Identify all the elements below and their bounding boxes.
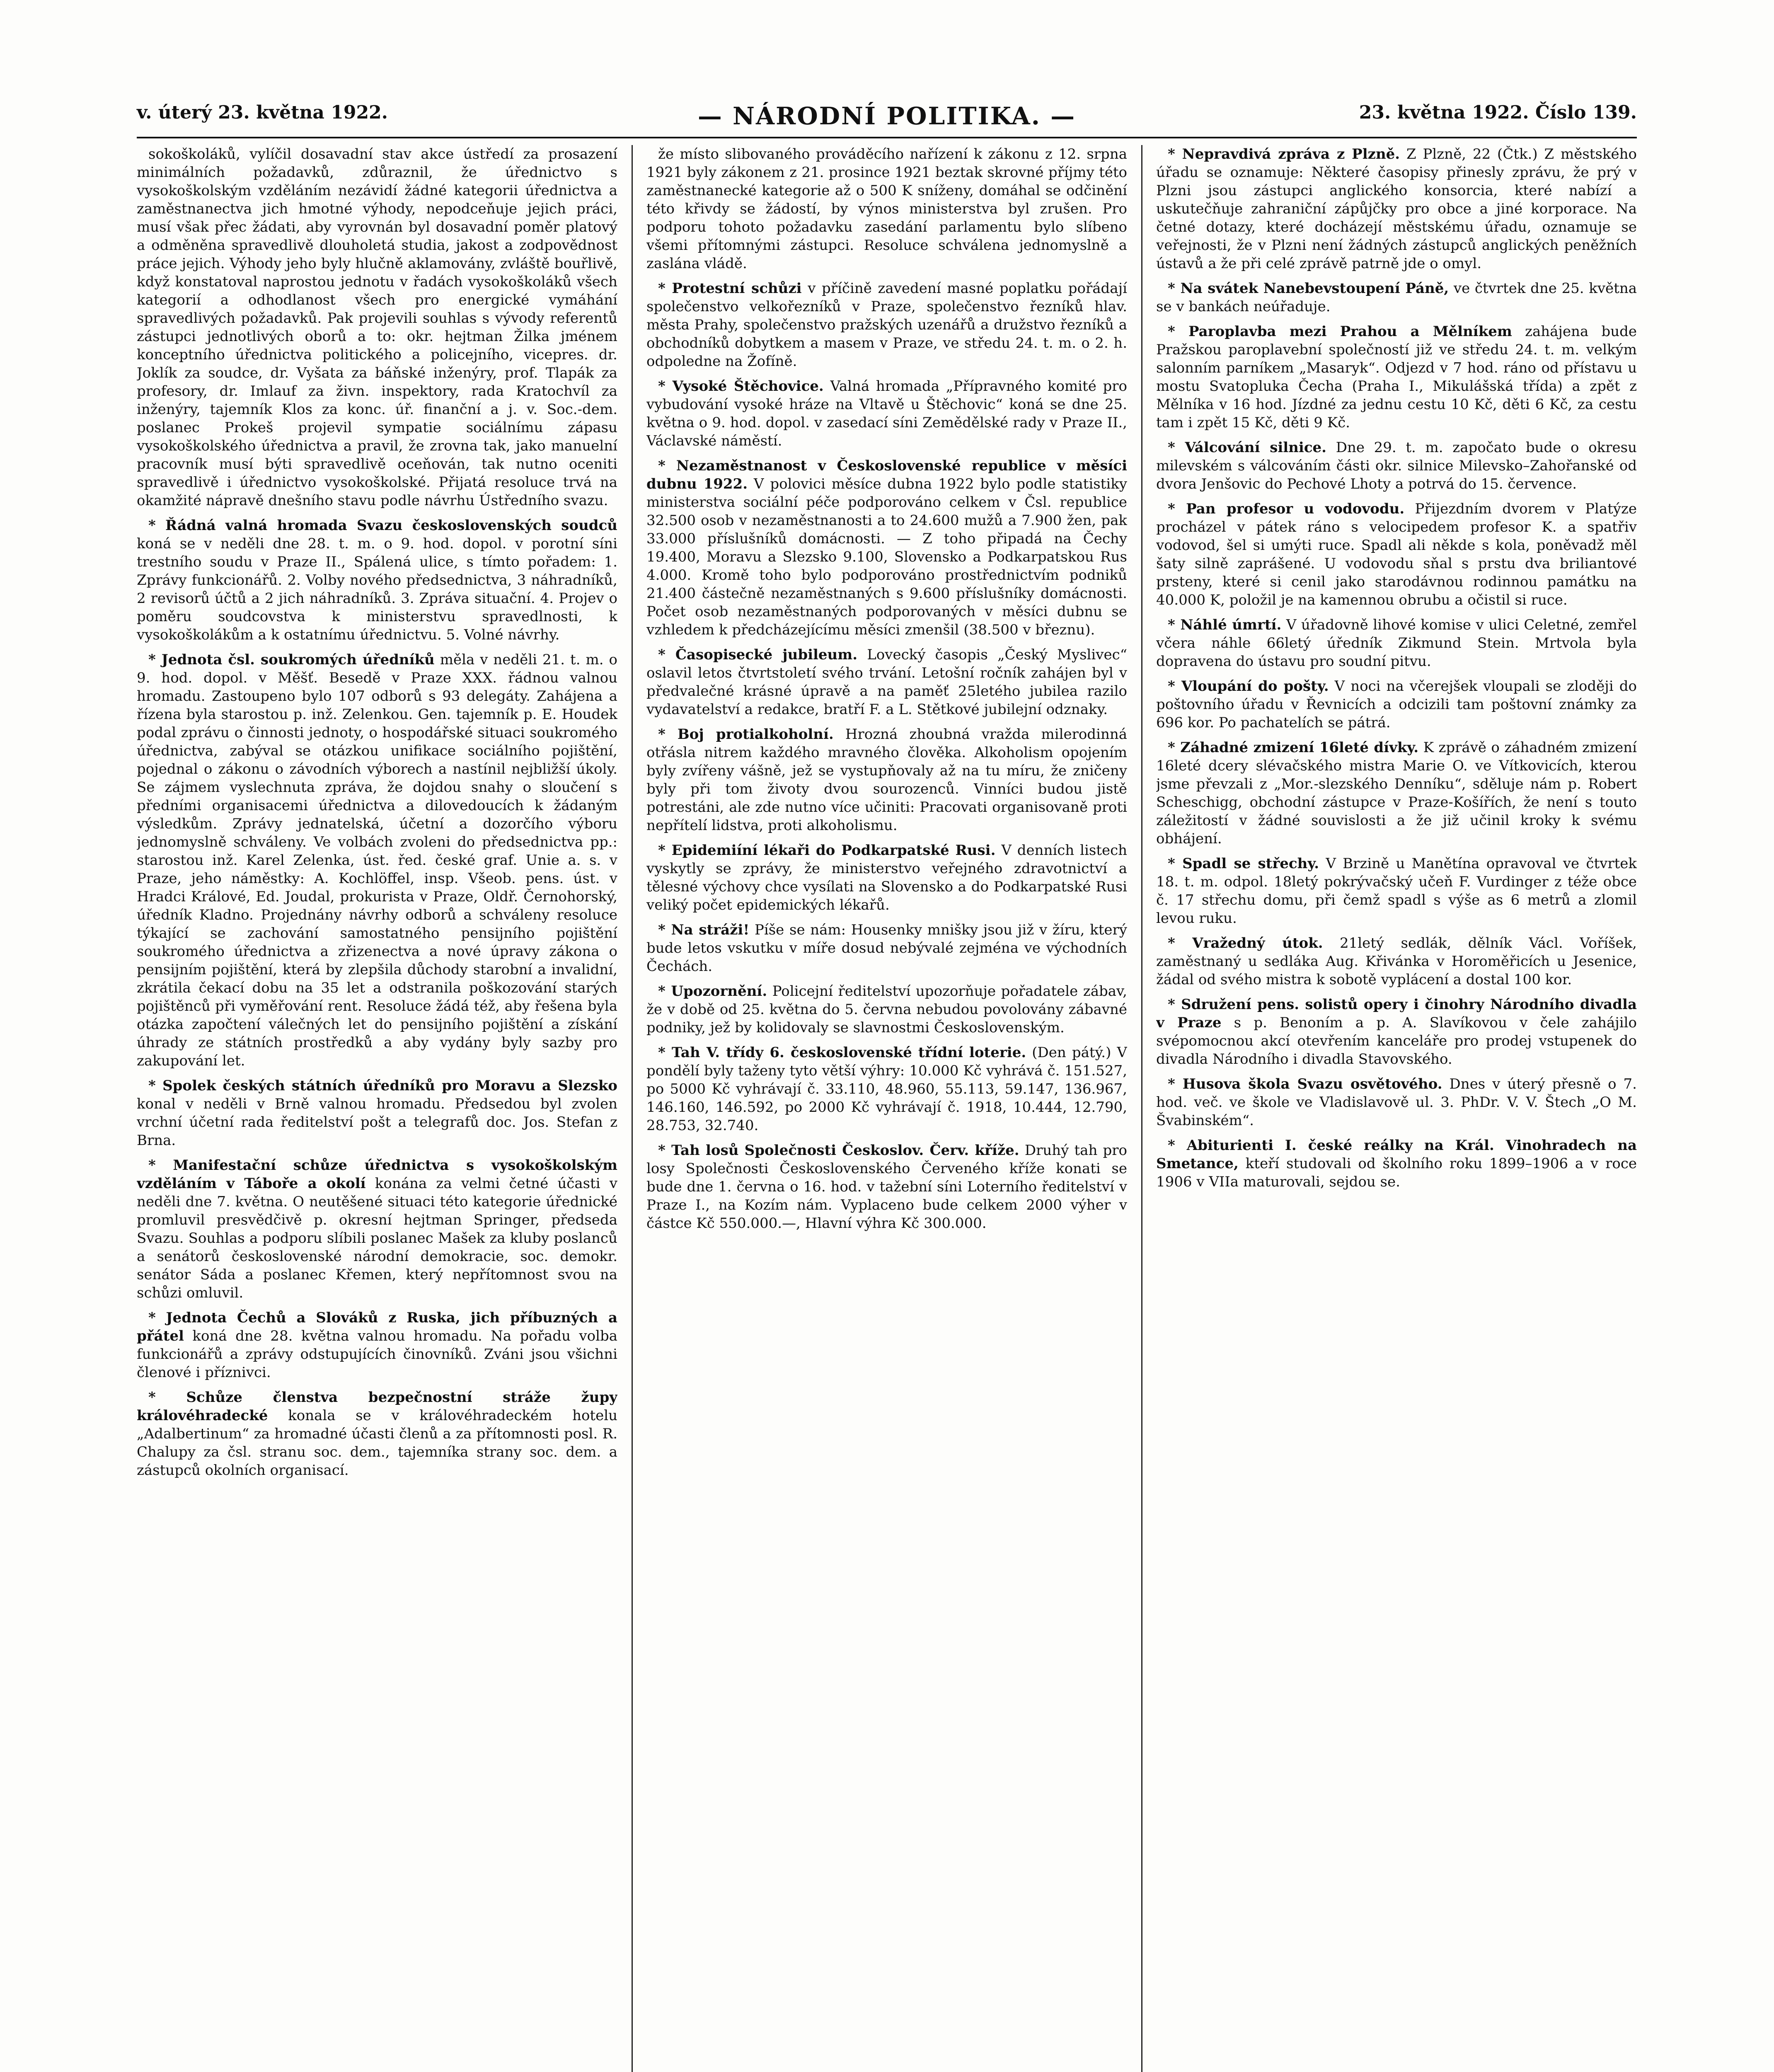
article-headline: * Upozornění.	[658, 983, 767, 1000]
article	[137, 1077, 617, 1150]
article-body: Lovecký časopis „Český Myslivec“ oslavil letos čtvrtstoletí svého trvání. Letošní ročník zahájen byl v předvalečné krásné úpravě a na paměť 25letého jubilea razilo vydavatelství a redakce, bratří F. a L. Stětkové jubilejní odznaky.	[646, 646, 1127, 718]
article-headline: * Protestní schůzi	[658, 280, 802, 297]
article	[137, 1388, 617, 1479]
article-headline: * Jednota Čechů a Slováků z Ruska, jich příbuzných a přátel	[137, 1310, 617, 1344]
article	[137, 1156, 617, 1302]
article	[137, 145, 617, 510]
article	[1156, 616, 1637, 670]
article-headline: * Nezaměstnanost v Československé republice v měsíci dubnu 1922.	[646, 457, 1127, 492]
article-body: Dne 29. t. m. započato bude o okresu milevském s válcováním části okr. silnice Milevsko–Zahořanské od dvora Jenšovic do Pechové Lhoty a potrvá do 15. července.	[1156, 439, 1637, 492]
article-body: konal v neděli v Brně valnou hromadu. Předsedou byl zvolen vrchní účetní rada ředitelství pošt a telegrafů doc. Jos. Stefan z Brna.	[137, 1096, 617, 1149]
column-1	[137, 145, 617, 2072]
article-body: zahájena bude Pražskou paroplavební společností již ve středu 24. t. m. velkým salonním parníkem „Masaryk“. Odjezd v 7 hod. ráno od přístavu u mostu Svatopluka Čecha (Praha I., Mikulášská třída) a zpět z Mělníka v 16 hod. Jízdné za jednu cestu 10 Kč, děti 6 Kč, za cestu tam i zpět 15 Kč, děti 9 Kč.	[1156, 323, 1637, 431]
article-headline: * Nepravdivá zpráva z Plzně.	[1168, 146, 1400, 162]
article-headline: * Schůze členstva bezpečnostní stráže župy královéhradecké	[137, 1389, 617, 1424]
article-headline: * Jednota čsl. soukromých úředníků	[148, 651, 435, 668]
column-rule	[632, 145, 633, 2072]
article-headline: * Abiturienti I. české reálky na Král. Vinohradech na Smetance,	[1156, 1137, 1637, 1172]
article	[646, 279, 1127, 370]
article-body: (Den pátý.) V pondělí byly taženy tyto větší výhry: 10.000 Kč vyhrává č. 151.527, po 5000 Kč vyhrávají č. 33.110, 48.960, 55.113, 59.147, 136.967, 146.160, 146.592, po 2000 Kč vyhrávají č. 1918, 10.444, 12.790, 28.753, 32.740.	[646, 1044, 1127, 1134]
article-body: Dnes v úterý přesně o 7. hod. več. ve škole ve Vladislavově ul. 3. PhDr. V. V. Štech „O M. Švabinském“.	[1156, 1076, 1637, 1129]
article-body: že místo slibovaného prováděcího nařízení k zákonu z 12. srpna 1921 byly zákonem z 21. prosince 1921 beztak skrovné příjmy této zaměstnanecké kategorie až o 500 K sníženy, domáhal se odčinění této křivdy se žádostí, by výnos ministerstva byl zrušen. Pro podporu tohoto požadavku zasedání parlamentu bylo slíbeno všemi přítomnými zástupci. Resoluce schválena jednomyslně a zaslána vládě.	[646, 146, 1127, 272]
masthead-date-left: v. úterý 23. května 1922.	[137, 102, 388, 123]
article-body: 21letý sedlák, dělník Václ. Voříšek, zaměstnaný u sedláka Aug. Křivánka v Horoměřicích u Jesenice, žádal od svého mistra k sobotě vyplácení a dostal 100 kor.	[1156, 935, 1637, 988]
article-body: Přijezdním dvorem v Platýze procházel v pátek ráno s velocipedem profesor K. a spatřiv vodovod, šel si umýti ruce. Spadl ali někde s kola, poněvadž měl šaty silně zaprášené. U vodovodu sňal s prstu dva briliantové prsteny, které si cenil jako starodávnou rodinnou památku na 40.000 K, položil je na kamennou obrubu a očistil si ruce.	[1156, 501, 1637, 608]
article-headline: * Řádná valná hromada Svazu československých soudců	[148, 517, 617, 534]
article-body: Hrozná zhoubná vražda milerodinná otřásla nitrem každého mravného člověka. Alkoholism opojením byly zvířeny vášně, jež se vystupňovaly až na tu míru, že zničeny byly při tom životy dvou sourozenců. Vinníci budou jistě potrestáni, ale zde nutno více učiniti: Pracovati organisovaně proti nepřítelí lidstva, proti alkoholismu.	[646, 726, 1127, 834]
article-headline: * Boj protialkoholní.	[658, 726, 834, 743]
article-headline: * Na stráži!	[658, 922, 750, 938]
article	[1156, 1075, 1637, 1130]
article	[137, 651, 617, 1070]
article-body: Píše se nám: Housenky mnišky jsou již v žíru, který bude letos vskutku v míře dosud nebývalé zejména ve východních Čechách.	[646, 922, 1127, 975]
column-3	[1156, 145, 1637, 2072]
article-headline: * Vloupání do pošty.	[1168, 678, 1329, 695]
newspaper-page	[137, 99, 1637, 2072]
article	[646, 457, 1127, 639]
column-2	[646, 145, 1127, 2072]
article	[1156, 438, 1637, 493]
article-headline: * Sdružení pens. solistů opery i činohry Národního divadla v Praze	[1156, 996, 1637, 1031]
article	[1156, 854, 1637, 927]
article	[646, 921, 1127, 975]
article-body: konala se v královéhradeckém hotelu „Adalbertinum“ za hromadné účasti členů a za přítomnosti posl. R. Chalupy za čsl. stranu soc. dem., tajemníka strany soc. dem. a zástupců okolních organisací.	[137, 1407, 617, 1479]
article-body: konána za velmi četné účasti v neděli dne 7. května. O neutěšené situaci této kategorie úřednické promluvil presvědčivě p. okresní hejtman Springer, předseda Svazu. Souhlas a podporu slíbili poslanec Mašek za kluby poslanců a senátorů československé národní demokracie, soc. demokr. senátor Sáda a poslanec Křemen, který nepřítomnost svou na schůzi omluvil.	[137, 1175, 617, 1301]
article	[646, 1141, 1127, 1232]
article-body: koná dne 28. května valnou hromadu. Na pořadu volba funkcionářů a zprávy odstupujících činovníků. Zváni jsou všichni členové i příznivci.	[137, 1328, 617, 1381]
article-body: sokoškoláků, vylíčil dosavadní stav akce ústředí za prosazení minimálních požadavků, zdůraznil, že úřednictvo s vysokoškolským vzděláním nezávidí žádné kategorii úřednictva a zaměstnanectva jich hmotné výhody, nepodceňuje jejich práci, musí však přec žádati, aby vyrovnán byl dosavadní poměr platový a odměněna spravedlivě dlouholetá studia, jakost a zodpovědnost práce jejich. Výhody jeho byly hlučně aklamovány, zvláště bouřlivě, když konstatoval naprostou jednotu v řadách vysokoškoláků všech kategorií a odhodlanost všech pro energické vymáhání spravedlivých požadavků. Pak projevili souhlas s vývody referentů zástupci jednotlivých oborů a to: okr. hejtman Žilka jménem konceptního úřednictva politického a policejního, vicepres. dr. Joklík za soudce, dr. Vyšata za báňské inženýry, prof. Tlapák za profesory, dr. Imlauf za živn. inspektory, rada Kratochvíl za inženýry, tajemník Klos za konc. úř. finanční a j. v. Soc.-dem. poslanec Prokeš projevil sympatie sociálnímu zápasu vysokoškolského úřednictva a pravil, že zrovna tak, jako manuelní pracovník musí býti spravedlivě oceňován, tak nutno oceniti spravedlivě i úřednictvo vysokoškolské. Přijatá resoluce trvá na okamžité nápravě dnešního stavu podle návrhu Ústředního svazu.	[137, 146, 617, 509]
masthead-issue: 23. května 1922. Číslo 139.	[1359, 102, 1637, 123]
masthead	[137, 99, 1637, 138]
article-headline: * Tah V. třídy 6. československé třídní loterie.	[658, 1044, 1026, 1061]
article-body: V denních listech vyskytly se zprávy, že ministerstvo veřejného zdravotnictví a tělesné výchovy chce vysílati na Slovensko a do Podkarpatské Rusi veliký počet epidemických lékařů.	[646, 842, 1127, 913]
column-rule	[1141, 145, 1142, 2072]
article	[1156, 995, 1637, 1068]
article	[646, 646, 1127, 719]
article-body: Valná hromada „Přípravného komité pro vybudování vysoké hráze na Vltavě u Štěchovic“ koná se dne 25. května o 9. hod. dopol. v zasedací síni Zemědělské rady v Praze II., Václavské náměstí.	[646, 378, 1127, 449]
article-body: V úřadovně lihové komise v ulici Celetné, zemřel včera náhle 66letý úředník Zikmund Stein. Mrtvola byla dopravena do ústavu pro soudní pitvu.	[1156, 617, 1637, 670]
article	[1156, 934, 1637, 989]
article	[646, 841, 1127, 914]
article	[646, 982, 1127, 1037]
article	[646, 145, 1127, 273]
article	[1156, 1136, 1637, 1191]
article-body: ve čtvrtek dne 25. května se v bankách neúřaduje.	[1156, 280, 1637, 315]
article-headline: * Spolek českých státních úředníků pro Moravu a Slezsko	[148, 1077, 617, 1094]
article	[646, 377, 1127, 450]
article-headline: * Spadl se střechy.	[1168, 855, 1319, 872]
article-body: K zprávě o záhadném zmizení 16leté dcery slévačského mistra Marie O. ve Vítkovicích, kterou jsme převzali z „Mor.-slezského Denníku“, sděluje nám p. Robert Scheschigg, obchodní zástupce v Praze-Košířích, že není s touto záležitostí v žádné souvislosti a že již učinil kroky k svému obhájení.	[1156, 739, 1637, 847]
article-headline: * Záhadné zmizení 16leté dívky.	[1168, 739, 1419, 756]
article-headline: * Epidemiíní lékaři do Podkarpatské Rusi.	[658, 842, 996, 859]
text-columns	[137, 145, 1637, 2072]
article	[137, 1309, 617, 1382]
article-headline: * Tah losů Společnosti Českoslov. Červ. kříže.	[658, 1142, 1019, 1159]
article	[1156, 322, 1637, 432]
article-headline: * Náhlé úmrtí.	[1168, 617, 1282, 633]
article-body: Policejní ředitelství upozorňuje pořadatele zábav, že v době od 25. května do 5. června nebudou povolovány zábavné podniky, jež by kolidovaly se slavnostmi Československým.	[646, 983, 1127, 1036]
masthead-title: — NÁRODNÍ POLITIKA. —	[697, 102, 1076, 130]
article	[1156, 677, 1637, 732]
article	[646, 725, 1127, 835]
article-body: Druhý tah pro losy Společnosti Československého Červeného kříže konati se bude dne 1. června o 16. hod. v tažební síni Loterního ředitelství v Praze I., na Kozím nám. Vyplaceno bude celkem 2000 výher v částce Kč 550.000.—, Hlavní výhra Kč 300.000.	[646, 1142, 1127, 1232]
article-headline: * Paroplavba mezi Prahou a Mělníkem	[1168, 323, 1512, 340]
article-headline: * Časopisecké jubileum.	[658, 646, 858, 663]
article	[1156, 500, 1637, 609]
article	[1156, 738, 1637, 848]
article	[1156, 279, 1637, 316]
article-headline: * Manifestační schůze úřednictva s vysokoškolským vzděláním v Táboře a okolí	[137, 1157, 617, 1192]
article-body: V Brzině u Manětína opravoval ve čtvrtek 18. t. m. odpol. 18letý pokrývačský učeň F. Vurdinger z téže obce č. 17 střechu domu, při čemž spadl s výše as 6 metrů a zlomil levou ruku.	[1156, 855, 1637, 927]
article-body: kteří studovali od školního roku 1899–1906 a v roce 1906 v VIIa maturovali, sejdou se.	[1156, 1155, 1637, 1190]
article-body: v příčině zavedení masné poplatku pořádají společenstvo velkořezníků v Praze, společenstvo řezníků hlav. města Prahy, společenstvo pražských uzenářů a družstvo řezníků a obchodníků dobytkem a masem v Praze, ve středu 24. t. m. o 2. h. odpoledne na Žofíně.	[646, 280, 1127, 370]
article-body: koná se v neděli dne 28. t. m. o 9. hod. dopol. v porotní síni trestního soudu v Praze II., Spálená ulice, s tímto pořadem: 1. Zprávy funkcionářů. 2. Volby nového předsednictva, 3 náhradníků, 2 revisorů účtů a 2 jich náhradníků. 3. Zpráva situační. 4. Projev o poměru soudcovstva k ministerstvu spravedlnosti, k vysokoškolákům a k ostatnímu úřednictvu. 5. Volné návrhy.	[137, 535, 617, 643]
article	[137, 516, 617, 644]
article-headline: * Husova škola Svazu osvětového.	[1168, 1076, 1442, 1092]
article-headline: * Válcování silnice.	[1168, 439, 1326, 456]
article-headline: * Vysoké Štěchovice.	[658, 378, 824, 395]
article-body: V noci na včerejšek vloupali se zloději do poštovního úřadu v Řevnicích a odcizili tam poštovní známky za 696 kor. Po pachatelích se pátrá.	[1156, 678, 1637, 731]
article-body: Z Plzně, 22 (Čtk.) Z městského úřadu se oznamuje: Některé časopisy přinesly zprávu, že prý v Plzni jsou zástupci anglického konsorcia, které nabízí a uskutečňuje zahraniční zápůjčky pro obce a jiné korporace. Na četné dotazy, které docházejí městskému úřadu, oznamuje se veřejnosti, že v Plzni není žádných zástupců anglických peněžních ústavů a že při celé zprávě patrně jde o omyl.	[1156, 146, 1637, 272]
article	[646, 1043, 1127, 1135]
article-headline: * Vražedný útok.	[1168, 935, 1323, 951]
article-headline: * Na svátek Nanebevstoupení Páně,	[1168, 280, 1449, 297]
article-body: V polovici měsíce dubna 1922 bylo podle statistiky ministerstva sociální péče podporováno celkem v Čsl. republice 32.500 osob v nezaměstnanosti a to 24.600 mužů a 7.900 žen, pak 33.000 příslušníků domácnosti. — Z toho připadá na Čechy 19.400, Moravu a Slezsko 9.100, Slovensko a Podkarpatskou Rus 4.000. Kromě toho bylo podporováno prostřednictvím podniků 21.400 částečně nezaměstnaných s 9.600 příslušníky domácnosti. Počet osob nezaměstnaných podporovaných v měsíci dubnu se vzhledem k předcházejícímu měsíci zmenšil (38.500 v březnu).	[646, 476, 1127, 638]
article-body: s p. Benoním a p. A. Slavíkovou v čele zahájilo svépomocnou akcí otevřením kanceláře pro prodej vstupenek do divadla Národního i divadla Stavovského.	[1156, 1014, 1637, 1067]
article-body: měla v neděli 21. t. m. o 9. hod. dopol. v Měšť. Besedě v Praze XXX. řádnou valnou hromadu. Zastoupeno bylo 107 odborů s 93 delegáty. Zahájena a řízena byla starostou p. inž. Zelenkou. Gen. tajemník p. E. Houdek podal zprávu o činnosti jednoty, o hospodářské situaci soukromého úřednictva, zabýval se otázkou unifikace sociálního pojištění, pojednal o zákonu o závodních výborech a nastínil nejbližší úkoly. Se zájmem vyslechnuta zpráva, že dojdou snahy o sloučení s předními organisacemi úřednictva a dilovedoucích k žádaným výsledkům. Zprávy jednatelská, účetní a dozorčího výboru jednomyslně schváleny. Ve volbách zvoleni do předsednictva pp.: starostou inž. Karel Zelenka, úst. řed. české graf. Unie a. s. v Praze, jeho náměstky: A. Kochlöffel, insp. Všeob. pens. úst. v Hradci Králové, Ed. Joudal, prokurista v Praze, Oldř. Černohorský, úředník Kladno. Projednány návrhy odborů a schváleny resoluce týkající se zachování samostatného pensijního pojištění soukromého úřednictva a zřizenectva a nové úpravy zákona o pensijním pojištění, která by zlepšila důchody starobní a invalidní, zkrátila čekací dobu na 35 let a odstranila poškozování starých pojištěnců při vyměřování rent. Resoluce žádá též, aby řešena byla otázka započtení válečných let do pensijního pojištění a získání úhrady ze státních prostředků a aby vydány byly sazby pro zakupování let.	[137, 651, 617, 1069]
article	[1156, 145, 1637, 273]
article-headline: * Pan profesor u vodovodu.	[1168, 501, 1405, 517]
